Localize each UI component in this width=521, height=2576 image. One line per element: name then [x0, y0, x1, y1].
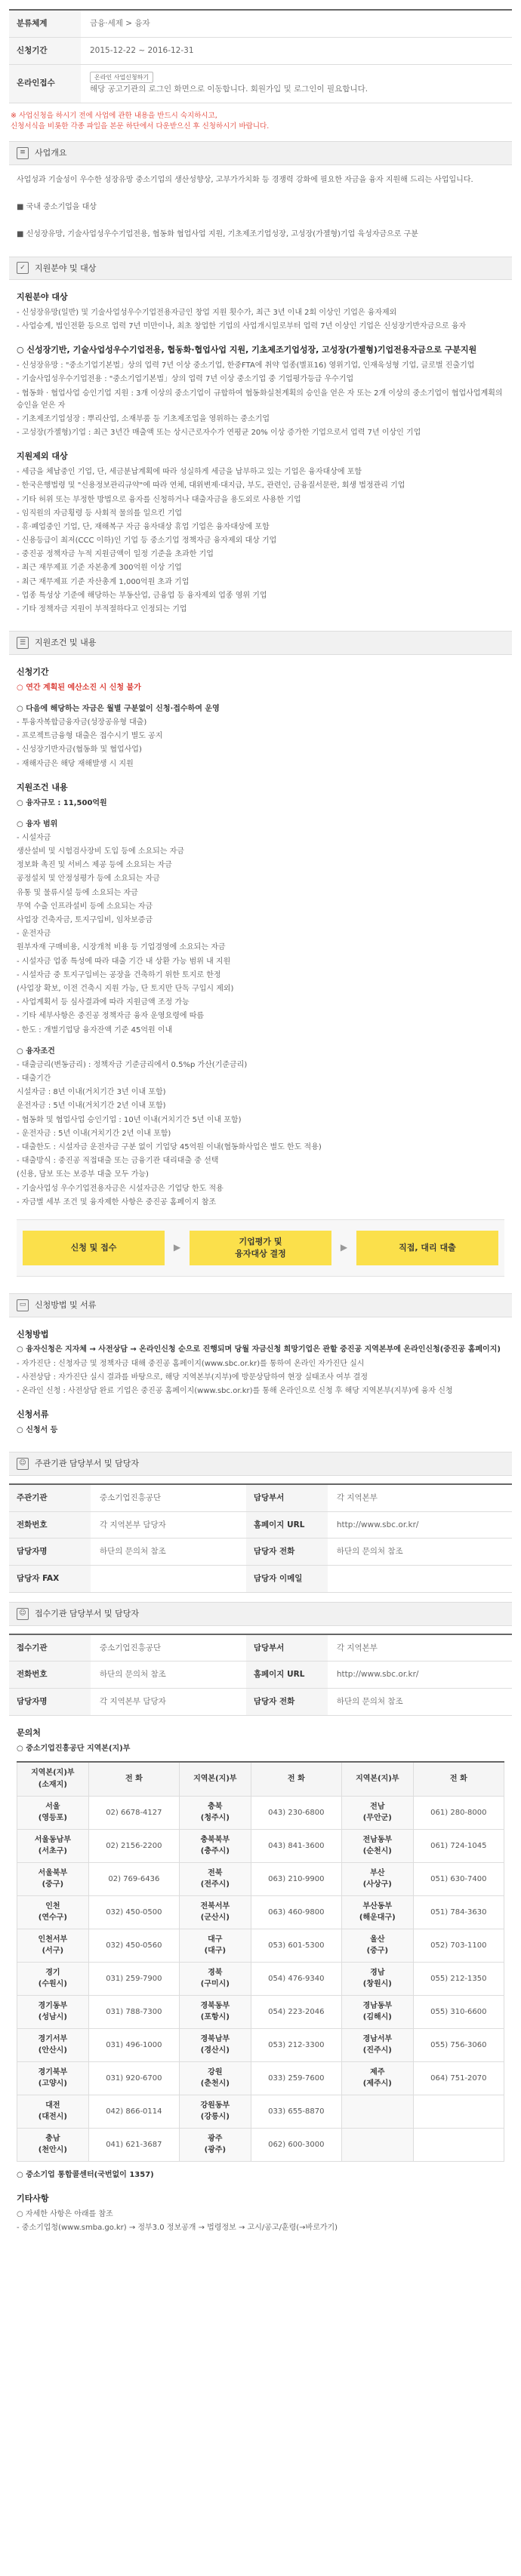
region-name: 경북 (구미시): [179, 1963, 251, 1996]
region-row: [17, 2062, 504, 2095]
target-line: - 최근 재무제표 기준 자산총계 1,000억원 초과 기업: [17, 577, 190, 586]
region-phone: [413, 2095, 504, 2129]
contact-value: 하단의 문의처 참조: [328, 1689, 512, 1716]
region-phone: 033) 655-8870: [251, 2095, 341, 2129]
scope-line: 유통 및 물류시설 등에 소요되는 자금: [17, 888, 138, 897]
contact-row: [9, 1511, 512, 1539]
amount: ○ 융자규모 : 11,500억원: [17, 798, 107, 807]
region-phone: 043) 230-6800: [251, 1797, 341, 1830]
target-line: - 신성장유망(일반) 및 기술사업성우수기업전용자금인 창업 지원 횟수가, 최근 3년 이내 2회 이상인 기업은 융자제외: [17, 309, 397, 318]
target-title: 지원분야 및 대상: [35, 263, 97, 273]
contact-label: 담당자 전화: [246, 1689, 328, 1716]
folder-icon: ▭: [17, 1299, 29, 1311]
region-phone: 031) 920-6700: [88, 2062, 179, 2095]
contact-value: 중소기업진흥공단: [91, 1484, 246, 1511]
region-phone: 064) 751-2070: [413, 2062, 504, 2095]
period-red-note: ○ 연간 계획된 예산소진 시 신청 불가: [17, 683, 141, 692]
scope-line: - 운전자금: [17, 930, 51, 939]
process-step-3: 직접, 대리 대출: [356, 1231, 498, 1265]
target-line: - 휴·폐업중인 기업, 단, 재해복구 자금 융자대상 휴업 기업은 융자대상에 포함: [17, 522, 270, 531]
etc-line: - 중소기업청(www.smba.go.kr) → 정부3.0 정보공개 → 법령정보 → 고시/공고/훈령(→바로가기): [17, 2224, 338, 2233]
method-heading: 신청방법: [17, 1329, 49, 1339]
contact-label: 전화번호: [9, 1511, 91, 1539]
region-name: 부산 (사상구): [341, 1863, 413, 1896]
region-name: 광주 (광주): [179, 2129, 251, 2162]
region-header: 지역본(지)부: [341, 1762, 413, 1797]
target-line: - 협동화 · 협업사업 승인기업 지원 : 3개 이상의 중소기업이 규합하여 협동화실천계획의 승인을 얻은 자 또는 2개 이상의 중소기업이 협업사업계획의 승인을 얻은 자: [17, 389, 503, 410]
org-title: 주관기관 담당부서 및 담당자: [35, 1459, 140, 1469]
region-name: 서울 (영등포): [17, 1797, 89, 1830]
org-table: [9, 1483, 512, 1593]
arrow-right-icon: ▶: [173, 1242, 181, 1253]
arrow-right-icon: ▶: [340, 1242, 348, 1253]
region-row: [17, 1797, 504, 1830]
content-body: [9, 655, 512, 1284]
region-name: 경남동부 (김해시): [341, 1996, 413, 2029]
field-value: 금융·세제 > 융자: [81, 10, 512, 37]
login-message: 해당 공고기관의 로그인 화면으로 이동합니다. 회원가입 및 로그인이 필요합니다.: [90, 84, 368, 94]
content-header: [9, 631, 512, 655]
region-name: 경남서부 (진주시): [341, 2029, 413, 2062]
target-line: - 업종 특성상 기준에 해당하는 부동산업, 금융업 등 융자제외 업종 영위 기업: [17, 591, 267, 600]
contact-value: 각 지역본부 담당자: [91, 1689, 246, 1716]
method-line: - 자가진단 : 신청자금 및 정책자금 대해 중진공 홈페이지(www.sbc.or.kr)를 통하여 온라인 자가진단 실시: [17, 1359, 365, 1368]
reception-title: 접수기관 담당부서 및 담당자: [35, 1608, 140, 1618]
cond-heading: ○ 융자조건: [17, 1047, 55, 1056]
region-phone: 033) 259-7600: [251, 2062, 341, 2095]
scope-line: 정보화 촉진 및 서비스 제공 등에 소요되는 자금: [17, 861, 172, 870]
region-name: 충남 (천안시): [17, 2129, 89, 2162]
region-name: 대전 (대전시): [17, 2095, 89, 2129]
scope-line: - 사업계획서 등 심사결과에 따라 지원금액 조정 가능: [17, 998, 190, 1007]
region-name: 강원 (춘천시): [179, 2062, 251, 2095]
docs-heading: 신청서류: [17, 1409, 49, 1420]
region-name: 충북 (청주시): [179, 1797, 251, 1830]
region-name: 전남동부 (순천시): [341, 1830, 413, 1863]
method-line: - 온라인 신청 : 사전상담 완료 기업은 중진공 홈페이지(www.sbc.or.kr)를 통해 온라인으로 신청 후 해당 지역본부(지부)에 융자 신청: [17, 1386, 453, 1395]
scope-line: 사업장 건축자금, 토지구입비, 임차보증금: [17, 916, 153, 925]
cond-line: - 대출금리(변동금리) : 정책자금 기준금리에서 0.5%p 가산(기준금리): [17, 1060, 248, 1069]
cond-line: - 기술사업성 우수기업전용자금은 시설자금은 기업당 한도 적용: [17, 1184, 224, 1193]
inquiry-sub: ○ 중소기업진흥공단 지역본(지)부: [17, 1744, 131, 1753]
contact-label: 담당부서: [246, 1484, 328, 1511]
online-cell: [81, 64, 512, 103]
method-lines: [17, 1358, 504, 1398]
online-apply-button[interactable]: 온라인 사업신청하기: [90, 72, 153, 83]
target-line: - 한국은행법령 및 "신용정보관리규약"에 따라 연체, 대위변제·대지급, 부도, 관련인, 금융질서문란, 회생 법정관리 기업: [17, 481, 405, 490]
region-phone: 043) 841-3600: [251, 1830, 341, 1863]
person-icon: ☺: [17, 1608, 29, 1620]
page: [0, 9, 521, 2241]
region-phone: 062) 600-3000: [251, 2129, 341, 2162]
contact-value[interactable]: http://www.sbc.or.kr/: [328, 1511, 512, 1539]
region-phone: 055) 310-6600: [413, 1996, 504, 2029]
contact-row: [9, 1634, 512, 1661]
region-header: 전 화: [413, 1762, 504, 1797]
process-step-2: 기업평가 및 융자대상 결정: [190, 1231, 331, 1265]
region-phone: 061) 280-8000: [413, 1797, 504, 1830]
region-phone: 061) 724-1045: [413, 1830, 504, 1863]
contact-value: 하단의 문의처 참조: [91, 1539, 246, 1566]
region-header: 전 화: [88, 1762, 179, 1797]
region-phone: 02) 769-6436: [88, 1863, 179, 1896]
target-line: - 중진공 정책자금 누적 지원금액이 일정 기준을 초과한 기업: [17, 550, 214, 559]
region-phone: 051) 630-7400: [413, 1863, 504, 1896]
process-flow: [17, 1219, 504, 1277]
scope-line: 원부자재 구매비용, 시장개척 비용 등 기업경영에 소요되는 자금: [17, 943, 226, 952]
region-name: 강원동부 (강릉시): [179, 2095, 251, 2129]
target-group-heading: ○ 신성장기반, 기술사업성우수기업전용, 협동화·협업사업 지원, 기초제조기업성장, 고성장(가젤형)기업전용자금으로 구분지원: [17, 345, 477, 355]
callcenter: ○ 중소기업 통합콜센터(국번없이 1357): [17, 2171, 154, 2180]
scope-heading: ○ 융자 범위: [17, 819, 58, 828]
period-line: - 신성장기반자금(협동화 및 협업사업): [17, 745, 142, 755]
person-icon: ☺: [17, 1458, 29, 1470]
method-title: 신청방법 및 서류: [35, 1299, 97, 1310]
period-value: 2015-12-22 ~ 2016-12-31: [81, 37, 512, 64]
target-line: - 기타 정책자금 지원이 부적절하다고 인정되는 기업: [17, 605, 187, 614]
region-phone: 053) 212-3300: [251, 2029, 341, 2062]
cond-lines: [17, 1059, 504, 1209]
notice: [11, 111, 512, 133]
region-name: 경북남부 (경산시): [179, 2029, 251, 2062]
region-phone: [413, 2129, 504, 2162]
overview-body: [9, 165, 512, 247]
contact-label: 주관기관: [9, 1484, 91, 1511]
contact-label: 담당부서: [246, 1634, 328, 1661]
region-phone: 042) 866-0114: [88, 2095, 179, 2129]
method-body: [9, 1317, 512, 1443]
online-label: 온라인접수: [9, 64, 81, 103]
region-phone: 054) 223-2046: [251, 1996, 341, 2029]
target-line: - 세금을 체납중인 기업, 단, 세금분납계획에 따라 성실하게 세금을 납부하고 있는 기업은 융자대상에 포함: [17, 468, 362, 477]
notice-line: ※ 사업신청을 하시기 전에 사업에 관한 내용을 반드시 숙지하시고,: [11, 111, 217, 120]
contact-row: [9, 1484, 512, 1511]
contact-label: 접수기관: [9, 1634, 91, 1661]
target-line: - 기초제조기업성장 : 뿌리산업, 소재부품 등 기초제조업을 영위하는 중소기업: [17, 414, 270, 423]
region-phone: 053) 601-5300: [251, 1929, 341, 1963]
period-heading: 신청기간: [17, 666, 49, 677]
org-header: [9, 1452, 512, 1476]
region-name: [341, 2129, 413, 2162]
region-name: 부산동부 (해운대구): [341, 1896, 413, 1929]
region-name: 제주 (제주시): [341, 2062, 413, 2095]
contact-label: 홈페이지 URL: [246, 1511, 328, 1539]
list-icon: ☰: [17, 637, 29, 649]
target-group-heading: 지원제외 대상: [17, 451, 68, 462]
region-name: 충북북부 (충주시): [179, 1830, 251, 1863]
region-row: [17, 1863, 504, 1896]
scope-lines: [17, 832, 504, 1037]
contact-row: [9, 1539, 512, 1566]
region-phone: 031) 259-7900: [88, 1963, 179, 1996]
contact-value: 중소기업진흥공단: [91, 1634, 246, 1661]
region-phone: 02) 6678-4127: [88, 1797, 179, 1830]
region-name: 인천 (연수구): [17, 1896, 89, 1929]
target-line: - 신용등급이 최저(CCC 이하)인 기업 등 중소기업 정책자금 융자제외 대상 기업: [17, 536, 277, 546]
region-row: [17, 1963, 504, 1996]
region-phone: 063) 460-9800: [251, 1896, 341, 1929]
field-label: 분류체계: [9, 10, 81, 37]
region-phone: 032) 450-0560: [88, 1929, 179, 1963]
contact-value: 각 지역본부 담당자: [91, 1511, 246, 1539]
region-name: 경북동부 (포항시): [179, 1996, 251, 2029]
contact-row: [9, 1661, 512, 1689]
region-phone: 031) 496-1000: [88, 2029, 179, 2062]
cond-line: 운전자금 : 5년 이내(거치기간 2년 이내 포함): [17, 1102, 166, 1111]
method-header: [9, 1293, 512, 1317]
period-line: - 프로젝트금융형 대출은 접수시기 별도 공지: [17, 732, 163, 741]
etc-lines: [17, 2209, 504, 2234]
scope-line: - 시설자금 업종 특성에 따라 대출 기간 내 상환 가능 범위 내 지원: [17, 957, 231, 966]
contact-value: 하단의 문의처 참조: [91, 1661, 246, 1689]
inquiry-heading: 문의처: [17, 1727, 41, 1738]
cond-line: - 대출기간: [17, 1074, 51, 1084]
period-label: 신청기간: [9, 37, 81, 64]
contact-label: 홈페이지 URL: [246, 1661, 328, 1689]
region-row: [17, 2029, 504, 2062]
cond-line: 시설자금 : 8년 이내(거치기간 3년 이내 포함): [17, 1088, 166, 1097]
contact-row: [9, 1689, 512, 1716]
period-line: - 재해자금은 해당 재해발생 시 지원: [17, 759, 134, 768]
cond-line: - 대출한도 : 시설자금 운전자금 구분 없이 기업당 45억원 이내(협동화사업은 별도 한도 적용): [17, 1143, 322, 1152]
method-main: ○ 융자신청은 지자체 → 사전상담 → 온라인신청 순으로 진행되며 당월 자금신청 희망기업은 관할 중진공 지역본부에 온라인신청(중진공 홈페이지): [17, 1345, 501, 1354]
scope-line: - 기타 세부사항은 중진공 정책자금 융자 운영요령에 따름: [17, 1012, 205, 1021]
region-header: 지역본(지)부: [179, 1762, 251, 1797]
region-phone: 054) 476-9340: [251, 1963, 341, 1996]
inquiry-body: [9, 1716, 512, 2241]
region-phone: 02) 2156-2200: [88, 1830, 179, 1863]
target-line: - 기술사업성우수기업전용 : "중소기업기본법」상의 업력 7년 이상 중소기업 중 기업평가등급 우수기업: [17, 375, 354, 384]
detail-heading: 지원조건 내용: [17, 782, 68, 792]
method-line: - 사전상담 : 자가진단 실시 결과를 바탕으로, 해당 지역본부(지부)에 방문상담하여 현장 실태조사 여부 결정: [17, 1373, 368, 1382]
region-name: 전북서부 (군산시): [179, 1896, 251, 1929]
region-name: [341, 2095, 413, 2129]
region-phone: 055) 212-1350: [413, 1963, 504, 1996]
target-line: - 기타 허위 또는 부정한 방법으로 융자를 신청하거나 대출자금을 용도외로 사용한 기업: [17, 495, 301, 504]
region-phone: 051) 784-3630: [413, 1896, 504, 1929]
target-line: - 사업승계, 법인전환 등으로 업력 7년 미만이나, 최초 창업한 기업의 사업개시일로부터 업력 7년 이상인 기업은 신성장기반자금으로 융자: [17, 322, 467, 331]
region-name: 대구 (대구): [179, 1929, 251, 1963]
process-step-1: 신청 및 접수: [23, 1231, 165, 1265]
contact-value: [91, 1566, 246, 1593]
region-phone: 055) 756-3060: [413, 2029, 504, 2062]
region-row: [17, 1929, 504, 1963]
region-row: [17, 2129, 504, 2162]
reception-table: [9, 1634, 512, 1716]
etc-heading: 기타사항: [17, 2193, 49, 2204]
target-line: - 고성장(가젤형)기업 : 최근 3년간 매출액 또는 상시근로자수가 연평균 20% 이상 증가한 기업으로서 업력 7년 이상인 기업: [17, 429, 421, 438]
target-line: - 임직원의 자금횡령 등 사회적 물의를 일으킨 기업: [17, 509, 183, 518]
region-header: 지역본(지)부 (소재지): [17, 1762, 89, 1797]
overview-line: [17, 215, 504, 227]
check-icon: ✓: [17, 262, 29, 274]
etc-line: ○ 자세한 사항은 아래를 참조: [17, 2210, 113, 2219]
contact-row: [9, 1566, 512, 1593]
target-line: - 신성장유망 : "중소기업기본법」상의 업력 7년 이상 중소기업, 한중FTA에 취약 업종(별표16) 영위기업, 인재육성형 기업, 글로벌 진출기업: [17, 361, 475, 370]
content-title: 지원조건 및 내용: [35, 638, 97, 648]
region-phone: 032) 450-0500: [88, 1896, 179, 1929]
target-body: [9, 280, 512, 622]
scope-line: 생산설비 및 시험검사장비 도입 등에 소요되는 자금: [17, 847, 184, 856]
notice-line: 신청서식을 비롯한 각종 파일을 본문 하단에서 다운받으신 후 신청하시기 바랍니다.: [11, 121, 270, 131]
region-row: [17, 2095, 504, 2129]
region-name: 경기북부 (고양시): [17, 2062, 89, 2095]
region-phone: 063) 210-9900: [251, 1863, 341, 1896]
contact-value[interactable]: http://www.sbc.or.kr/: [328, 1661, 512, 1689]
region-name: 경기동부 (성남시): [17, 1996, 89, 2029]
scope-line: - 시설자금: [17, 833, 51, 842]
region-name: 서울북부 (중구): [17, 1863, 89, 1896]
info-table: [9, 9, 512, 103]
region-name: 경기서부 (안산시): [17, 2029, 89, 2062]
scope-line: - 한도 : 개별기업당 융자잔액 기준 45억원 이내: [17, 1025, 173, 1034]
reception-header: [9, 1602, 512, 1626]
region-phone: 052) 703-1100: [413, 1929, 504, 1963]
region-row: [17, 1830, 504, 1863]
contact-label: 담당자 FAX: [9, 1566, 91, 1593]
cond-line: - 운전자금 : 5년 이내(거치기간 2년 이내 포함): [17, 1129, 171, 1138]
scope-line: 공정설치 및 안정성평가 등에 소요되는 자금: [17, 875, 160, 884]
doc-icon: ≡: [17, 147, 29, 159]
cond-line: - 자금별 세부 조건 및 융자제한 사항은 중진공 홈페이지 참조: [17, 1197, 217, 1207]
region-row: [17, 1896, 504, 1929]
target-group-heading: 지원분야 대상: [17, 292, 68, 303]
region-name: 전북 (전주시): [179, 1863, 251, 1896]
region-name: 경남 (창원시): [341, 1963, 413, 1996]
contact-value: 각 지역본부: [328, 1634, 512, 1661]
contact-value: [328, 1566, 512, 1593]
region-table: [17, 1761, 504, 2162]
contact-label: 담당자명: [9, 1689, 91, 1716]
region-name: 울산 (중구): [341, 1929, 413, 1963]
region-header: 전 화: [251, 1762, 341, 1797]
contact-value: 각 지역본부: [328, 1484, 512, 1511]
period-line: - 투융자복합금융자금(성장공유형 대출): [17, 718, 147, 727]
region-name: 전남 (무안군): [341, 1797, 413, 1830]
contact-value: 하단의 문의처 참조: [328, 1539, 512, 1566]
scope-line: 무역 수출 인프라설비 등에 소요되는 자금: [17, 902, 153, 911]
period-lines: [17, 717, 504, 770]
overview-title: 사업개요: [35, 148, 67, 158]
overview-line: ■ 신성장유망, 기술사업성우수기업전용, 협동화 협업사업 지원, 기초제조기업성장, 고성장(가젤형)기업 육성자금으로 구분: [17, 230, 418, 239]
contact-label: 담당자명: [9, 1539, 91, 1566]
contact-label: 담당자 전화: [246, 1539, 328, 1566]
cond-line: - 대출방식 : 중진공 직접대출 또는 금융기관 대리대출 중 선택: [17, 1157, 219, 1166]
region-phone: 041) 621-3687: [88, 2129, 179, 2162]
target-header: [9, 257, 512, 281]
target-line: - 최근 재무제표 기준 자본총계 300억원 이상 기업: [17, 564, 182, 573]
region-row: [17, 1996, 504, 2029]
overview-line: 사업성과 기술성이 우수한 성장유망 중소기업의 생산성향상, 고부가가치화 등 경쟁력 강화에 필요한 자금을 융자 지원해 드리는 사업입니다.: [17, 175, 473, 184]
scope-line: - 시설자금 중 토지구입비는 공장을 건축하기 위한 토지로 한정: [17, 970, 221, 979]
contact-label: 전화번호: [9, 1661, 91, 1689]
overview-line: [17, 188, 504, 200]
overview-line: ■ 국내 중소기업을 대상: [17, 203, 97, 212]
overview-header: [9, 141, 512, 165]
cond-line: (신용, 담보 또는 보증부 대출 모두 가능): [17, 1170, 149, 1179]
region-name: 경기 (수원시): [17, 1963, 89, 1996]
period-sub: ○ 다음에 해당하는 자금은 월별 구분없이 신청·접수하여 운영: [17, 704, 220, 713]
region-name: 서울동남부 (서초구): [17, 1830, 89, 1863]
scope-line: (사업장 확보, 이전 건축시 지원 가능, 단 토지만 단독 구입시 제외): [17, 984, 234, 993]
region-name: 인천서부 (서구): [17, 1929, 89, 1963]
region-phone: 031) 788-7300: [88, 1996, 179, 2029]
cond-line: - 협동화 및 협업사업 승인기업 : 10년 이내(거치기간 5년 이내 포함): [17, 1115, 242, 1124]
docs-item: ○ 신청서 등: [17, 1425, 58, 1434]
contact-label: 담당자 이메일: [246, 1566, 328, 1593]
